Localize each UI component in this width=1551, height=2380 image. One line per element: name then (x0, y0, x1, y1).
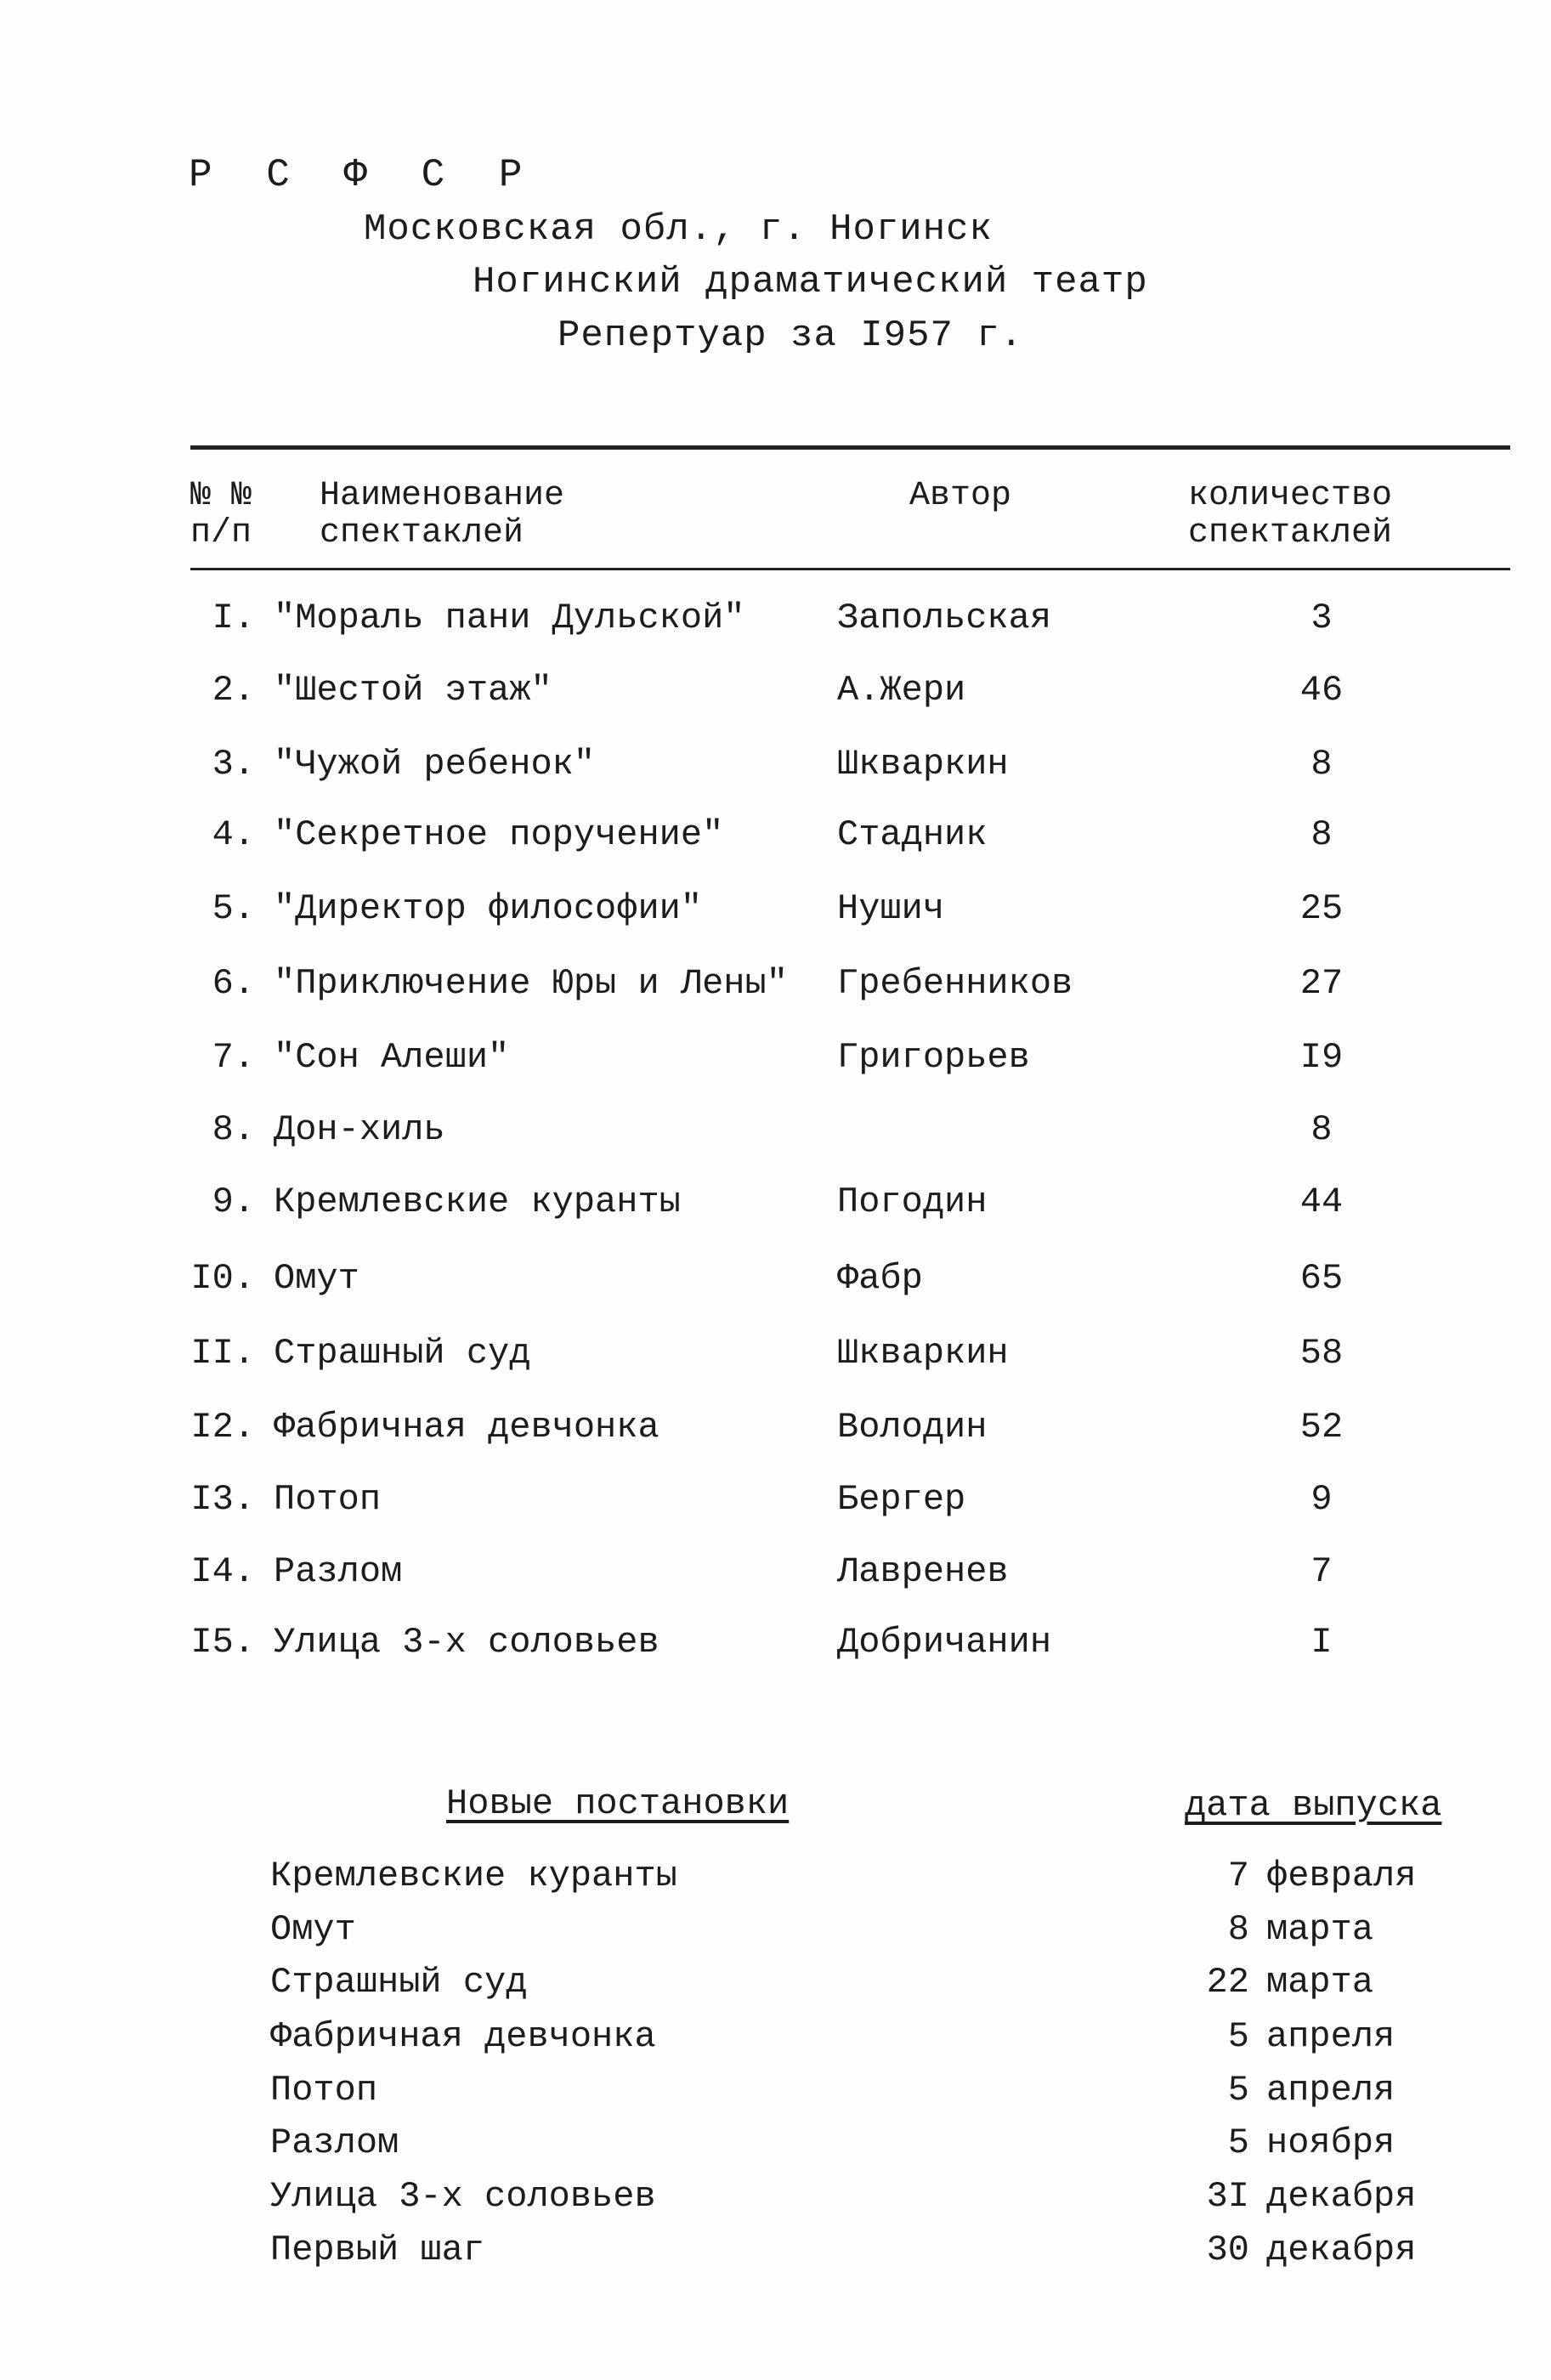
row-author: Нушич (837, 888, 945, 929)
row-count: 9 (1310, 1479, 1333, 1520)
table-row (0, 1333, 1551, 1384)
release-month: декабря (1266, 2230, 1417, 2270)
row-author: Стадник (837, 814, 988, 855)
row-title: "Шестой этаж" (274, 670, 552, 711)
row-count: I (1310, 1622, 1333, 1663)
row-author: Шкваркин (837, 1333, 1009, 1374)
list-item (0, 2230, 1551, 2281)
row-number: I0. (190, 1258, 255, 1299)
release-month: апреля (1266, 2016, 1395, 2057)
table-row (0, 744, 1551, 795)
row-count: 58 (1299, 1333, 1344, 1374)
list-item (0, 1962, 1551, 2013)
row-author: Лавренев (837, 1551, 1009, 1592)
release-day: 30 (1206, 2230, 1249, 2270)
table-row (0, 1037, 1551, 1088)
release-day: 22 (1206, 1962, 1249, 2003)
row-number: 9. (212, 1182, 255, 1222)
row-count: 65 (1299, 1258, 1344, 1299)
row-number: 5. (212, 888, 255, 929)
table-row (0, 1258, 1551, 1309)
list-item (0, 2070, 1551, 2121)
table-row (0, 1182, 1551, 1232)
theatre-name: Ногинский драматический театр (473, 261, 1148, 303)
release-day: 3I (1206, 2176, 1249, 2217)
row-count: 3 (1310, 598, 1333, 638)
row-author: Володин (837, 1407, 988, 1448)
row-count: 8 (1310, 744, 1333, 785)
table-row (0, 1622, 1551, 1673)
row-title: "Секретное поручение" (274, 814, 724, 855)
release-month: февраля (1266, 1856, 1417, 1896)
row-title: "Приключение Юры и Лены" (274, 963, 788, 1004)
production-title: Омут (270, 1909, 356, 1950)
row-count: I9 (1299, 1037, 1344, 1078)
release-date-heading: дата выпуска (1185, 1785, 1442, 1826)
row-author: Гребенников (837, 963, 1073, 1004)
row-count: 52 (1299, 1407, 1344, 1448)
table-header-rule (190, 568, 1510, 570)
row-number: 3. (212, 744, 255, 785)
release-day: 8 (1227, 1909, 1249, 1950)
row-count: 8 (1310, 814, 1333, 855)
row-count: 25 (1299, 888, 1344, 929)
row-number: 2. (212, 670, 255, 711)
table-row (0, 963, 1551, 1014)
row-count: 8 (1310, 1109, 1333, 1150)
release-month: марта (1266, 1909, 1374, 1950)
table-row (0, 814, 1551, 865)
release-month: марта (1266, 1962, 1374, 2003)
release-month: ноября (1266, 2122, 1395, 2163)
table-row (0, 1407, 1551, 1458)
list-item (0, 2016, 1551, 2067)
release-day: 5 (1227, 2070, 1249, 2111)
row-title: Разлом (274, 1551, 403, 1592)
row-number: I. (212, 598, 255, 638)
production-title: Кремлевские куранты (270, 1856, 677, 1896)
production-title: Первый шаг (270, 2230, 485, 2270)
row-number: I4. (190, 1551, 255, 1592)
row-count: 7 (1310, 1551, 1333, 1592)
table-row (0, 598, 1551, 649)
column-header-number: № № п/п (190, 477, 252, 552)
row-title: Кремлевские куранты (274, 1182, 681, 1222)
table-row (0, 670, 1551, 721)
production-title: Потоп (270, 2070, 378, 2111)
list-item (0, 2122, 1551, 2173)
table-row (0, 1479, 1551, 1530)
row-count: 27 (1299, 963, 1344, 1004)
country-heading: Р С Ф С Р (189, 153, 538, 197)
document-title: Репертуар за I957 г. (558, 314, 1024, 357)
row-author: Шкваркин (837, 744, 1009, 785)
release-month: апреля (1266, 2070, 1395, 2111)
release-day: 5 (1227, 2122, 1249, 2163)
row-title: Фабричная девчонка (274, 1407, 659, 1448)
row-count: 44 (1299, 1182, 1344, 1222)
row-title: "Мораль пани Дульской" (274, 598, 745, 638)
location-line: Московская обл., г. Ногинск (364, 208, 993, 251)
production-title: Разлом (270, 2122, 399, 2163)
row-number: 4. (212, 814, 255, 855)
release-day: 5 (1227, 2016, 1249, 2057)
row-number: I5. (190, 1622, 255, 1663)
column-header-count: количество спектаклей (1188, 477, 1393, 552)
row-number: 6. (212, 963, 255, 1004)
row-number: I3. (190, 1479, 255, 1520)
column-header-author: Автор (909, 477, 1012, 515)
table-top-rule (190, 445, 1510, 450)
row-number: II. (190, 1333, 255, 1374)
column-header-name: Наименование спектаклей (320, 477, 565, 552)
table-row (0, 888, 1551, 939)
row-title: "Сон Алеши" (274, 1037, 510, 1078)
table-row (0, 1109, 1551, 1160)
row-title: Страшный суд (274, 1333, 531, 1374)
production-title: Фабричная девчонка (270, 2016, 656, 2057)
list-item (0, 1856, 1551, 1907)
production-title: Улица 3-х соловьев (270, 2176, 656, 2217)
release-month: декабря (1266, 2176, 1417, 2217)
row-title: Улица 3-х соловьев (274, 1622, 659, 1663)
row-title: "Директор философии" (274, 888, 703, 929)
list-item (0, 1909, 1551, 1960)
row-title: Потоп (274, 1479, 382, 1520)
row-count: 46 (1299, 670, 1344, 711)
new-productions-heading: Новые постановки (446, 1783, 790, 1824)
row-number: 7. (212, 1037, 255, 1078)
row-title: Омут (274, 1258, 359, 1299)
row-author: Добричанин (837, 1622, 1052, 1663)
release-day: 7 (1227, 1856, 1249, 1896)
row-author: Запольская (837, 598, 1052, 638)
row-number: I2. (190, 1407, 255, 1448)
list-item (0, 2176, 1551, 2227)
production-title: Страшный суд (270, 1962, 528, 2003)
row-author: Погодин (837, 1182, 988, 1222)
row-author: Бергер (837, 1479, 966, 1520)
row-author: Фабр (837, 1258, 923, 1299)
row-title: Дон-хиль (274, 1109, 445, 1150)
row-number: 8. (212, 1109, 255, 1150)
row-author: А.Жери (837, 670, 966, 711)
row-author: Григорьев (837, 1037, 1030, 1078)
table-row (0, 1551, 1551, 1602)
row-title: "Чужой ребенок" (274, 744, 596, 785)
